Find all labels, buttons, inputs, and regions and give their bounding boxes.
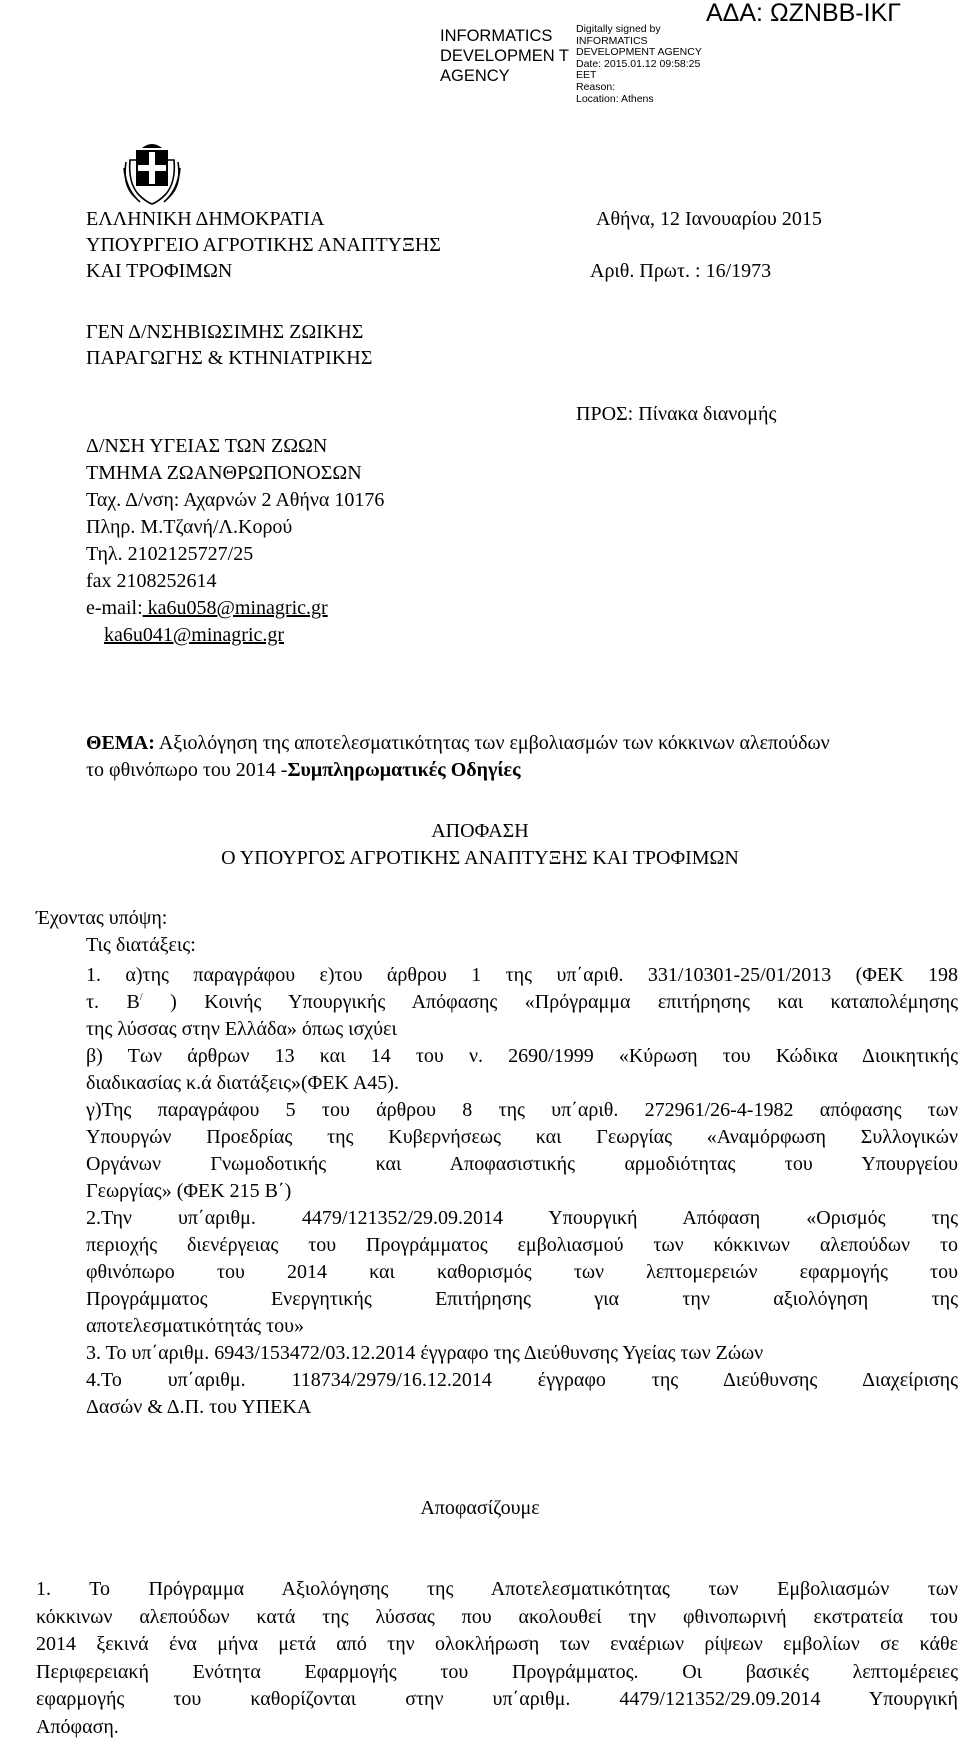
email-label: e-mail: bbox=[86, 597, 143, 619]
item-1c-line: Οργάνων Γνωμοδοτικής και Αποφασιστικής αρμοδιότητας του Υπουργείου bbox=[86, 1151, 958, 1178]
decision-line: Περιφερειακή Ενότητα Εφαρμογής του Προγράμματος. Οι βασικές λεπτομέρειες bbox=[36, 1659, 958, 1687]
sender-contact-persons: Πληρ. Μ.Τζανή/Λ.Κορού bbox=[86, 514, 292, 540]
signature-signer-name: INFORMATICS DEVELOPMEN T AGENCY bbox=[440, 26, 575, 86]
item-1b-line: β) Των άρθρων 13 και 14 του ν. 2690/1999 «Κύρωση του Κώδικα Διοικητικής bbox=[86, 1043, 958, 1070]
item-3-line: 3. Το υπ΄αριθμ. 6943/153472/03.12.2014 έγγραφο της Διεύθυνσης Υγείας των Ζώων bbox=[86, 1340, 958, 1367]
sender-phone: Τηλ. 2102125727/25 bbox=[86, 541, 253, 567]
signature-detail-line: EET bbox=[576, 70, 702, 82]
legal-basis-block bbox=[86, 962, 958, 1421]
sender-line-department: ΤΜΗΜΑ ΖΩΑΝΘΡΩΠΟΝΟΣΩΝ bbox=[86, 460, 362, 486]
item-1a-sup: / bbox=[140, 992, 143, 1003]
decision-title: ΑΠΟΦΑΣΗ bbox=[0, 818, 960, 844]
item-1a-text: τ. Β bbox=[86, 991, 140, 1013]
considering-label: Έχοντας υπόψη: bbox=[36, 905, 167, 931]
sender-address: Ταχ. Δ/νση: Αχαρνών 2 Αθήνα 10176 bbox=[86, 487, 384, 513]
email-link-1[interactable]: ka6u058@minagric.gr bbox=[143, 597, 328, 619]
subject-bold-end: Συμπληρωματικές Οδηγίες bbox=[287, 759, 520, 781]
item-2-line: αποτελεσματικότητάς του» bbox=[86, 1313, 958, 1340]
ada-code: ΑΔΑ: ΩΖΝΒΒ-ΙΚΓ bbox=[706, 0, 901, 28]
signature-detail-line: INFORMATICS bbox=[576, 36, 702, 48]
date-line: Αθήνα, 12 Ιανουαρίου 2015 bbox=[596, 206, 822, 232]
sender-line-gen-directorate: ΓΕΝ Δ/ΝΣΗΒΙΩΣΙΜΗΣ ΖΩΙΚΗΣ bbox=[86, 319, 363, 345]
minister-title: Ο ΥΠΟΥΡΓΟΣ ΑΓΡΟΤΙΚΗΣ ΑΝΑΠΤΥΞΗΣ ΚΑΙ ΤΡΟΦΙΜΩΝ bbox=[0, 845, 960, 871]
signature-detail-line: DEVELOPMENT AGENCY bbox=[576, 47, 702, 59]
sender-line-republic: ΕΛΛΗΝΙΚΗ ΔΗΜΟΚΡΑΤΙΑ bbox=[86, 206, 324, 232]
sender-fax: fax 2108252614 bbox=[86, 568, 217, 594]
we-decide-heading: Αποφασίζουμε bbox=[0, 1495, 960, 1521]
item-1c-line: Γεωργίας» (ΦΕΚ 215 Β΄) bbox=[86, 1178, 958, 1205]
sender-line-directorate: Δ/ΝΣΗ ΥΓΕΙΑΣ ΤΩΝ ΖΩΩΝ bbox=[86, 433, 327, 459]
item-2-line: φθινόπωρο του 2014 και καθορισμός των λεπτομερειών εφαρμογής του bbox=[86, 1259, 958, 1286]
decision-paragraph bbox=[36, 1576, 958, 1741]
item-2-line: Προγράμματος Ενεργητικής Επιτήρησης για την αξιολόγηση της bbox=[86, 1286, 958, 1313]
greek-emblem-icon bbox=[120, 142, 184, 208]
decision-line: Απόφαση. bbox=[36, 1714, 958, 1741]
signature-detail-line: Date: 2015.01.12 09:58:25 bbox=[576, 59, 702, 71]
provisions-label: Τις διατάξεις: bbox=[86, 932, 196, 958]
decision-line: εφαρμογής του καθορίζονται στην υπ΄αριθμ. 4479/121352/29.09.2014 Υπουργική bbox=[36, 1686, 958, 1714]
email-link-2[interactable]: ka6u041@minagric.gr bbox=[104, 622, 284, 648]
item-2-line: 2.Την υπ΄αριθμ. 4479/121352/29.09.2014 Υπουργική Απόφαση «Ορισμός της bbox=[86, 1205, 958, 1232]
protocol-number: Αριθ. Πρωτ. : 16/1973 bbox=[590, 258, 771, 284]
sender-email-row bbox=[86, 595, 328, 621]
item-1c-line: γ)Της παραγράφου 5 του άρθρου 8 της υπ΄αριθ. 272961/26-4-1982 απόφασης των bbox=[86, 1097, 958, 1124]
item-1a-text: ) Κοινής Υπουργικής Απόφασης «Πρόγραμμα επιτήρησης και καταπολέμησης bbox=[143, 991, 958, 1013]
signature-detail-line: Location: Athens bbox=[576, 94, 702, 106]
item-1a-line bbox=[86, 989, 958, 1016]
signature-detail-line: Digitally signed by bbox=[576, 24, 702, 36]
item-1b-line: διαδικασίας κ.ά διατάξεις»(ΦΕΚ Α45). bbox=[86, 1070, 958, 1097]
decision-line: 1. Το Πρόγραμμα Αξιολόγησης της Αποτελεσματικότητας των Εμβολιασμών των bbox=[36, 1576, 958, 1604]
subject-line-2 bbox=[86, 757, 521, 783]
item-2-line: περιοχής διενέργειας του Προγράμματος εμβολιασμού των κόκκινων αλεπούδων το bbox=[86, 1232, 958, 1259]
signature-details bbox=[576, 24, 702, 105]
item-1a-line: 1. α)της παραγράφου ε)του άρθρου 1 της υπ΄αριθ. 331/10301-25/01/2013 (ΦΕΚ 198 bbox=[86, 962, 958, 989]
item-4-line: Δασών & Δ.Π. του ΥΠΕΚΑ bbox=[86, 1394, 958, 1421]
item-1a-line: της λύσσας στην Ελλάδα» όπως ισχύει bbox=[86, 1016, 958, 1043]
item-4-line: 4.Το υπ΄αριθμ. 118734/2979/16.12.2014 έγγραφο της Διεύθυνσης Διαχείρισης bbox=[86, 1367, 958, 1394]
recipient-line: ΠΡΟΣ: Πίνακα διανομής bbox=[576, 401, 776, 427]
subject-label: ΘΕΜΑ: bbox=[86, 732, 155, 754]
sender-line-ministry: ΥΠΟΥΡΓΕΙΟ ΑΓΡΟΤΙΚΗΣ ΑΝΑΠΤΥΞΗΣ bbox=[86, 232, 441, 258]
sender-line-gen-directorate-cont: ΠΑΡΑΓΩΓΗΣ & ΚΤΗΝΙΑΤΡΙΚΗΣ bbox=[86, 345, 372, 371]
decision-line: 2014 ξεκινά ένα μήνα μετά από την ολοκλήρωση των εναέριων ρίψεων εμβολίων σε κάθε bbox=[36, 1631, 958, 1659]
item-1c-line: Υπουργών Προεδρίας της Κυβερνήσεως και Γεωργίας «Αναμόρφωση Συλλογικών bbox=[86, 1124, 958, 1151]
decision-line: κόκκινων αλεπούδων κατά της λύσσας που ακολουθεί την φθινοπωρινή εκστρατεία του bbox=[36, 1604, 958, 1632]
subject-text-cont: το φθινόπωρο του 2014 - bbox=[86, 759, 287, 781]
signature-detail-line: Reason: bbox=[576, 82, 702, 94]
subject-line-1 bbox=[86, 730, 830, 756]
sender-line-ministry-cont: ΚΑΙ ΤΡΟΦΙΜΩΝ bbox=[86, 258, 232, 284]
subject-text: Αξιολόγηση της αποτελεσματικότητας των εμβολιασμών των κόκκινων αλεπούδων bbox=[155, 732, 830, 754]
